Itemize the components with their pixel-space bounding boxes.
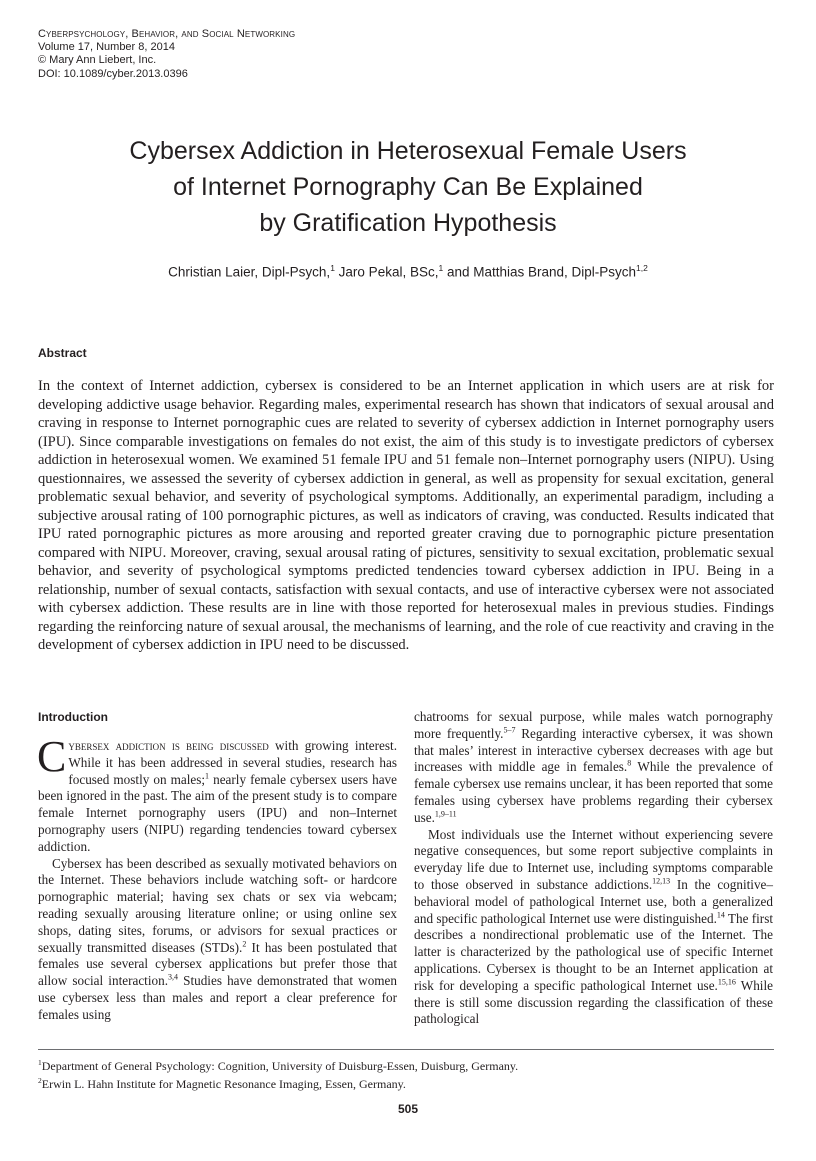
author-name: Jaro Pekal, BSc, [334, 264, 439, 280]
body-paragraph [38, 856, 397, 1024]
footnote [38, 1056, 518, 1074]
left-column [38, 709, 397, 1024]
citation-mark: 1 [205, 771, 210, 781]
right-column [414, 709, 773, 1028]
paragraph-text: The first describes a nondirectional problematic use of the Internet. The latter is characterized by the pathological use of specific Internet applications. Cybersex is thought to be an Internet application at risk for developing a specific pathological Internet use. [414, 910, 773, 993]
author-affiliation-mark: 1 [330, 263, 335, 273]
introduction-heading: Introduction [38, 710, 108, 724]
footnote-text: Department of General Psychology: Cognition, University of Duisburg-Essen, Duisburg, Germany. [41, 1059, 519, 1073]
footnote [38, 1074, 518, 1092]
citation-mark: 8 [627, 759, 632, 768]
author-affiliation-mark: 1,2 [636, 263, 648, 273]
journal-doi: DOI: 10.1089/cyber.2013.0396 [38, 67, 188, 80]
abstract-heading: Abstract [38, 346, 87, 360]
lead-in-text: ybersex addiction is being discussed [68, 738, 269, 753]
body-paragraph [414, 827, 773, 1029]
journal-copyright: © Mary Ann Liebert, Inc. [38, 54, 157, 67]
title-line: Cybersex Addiction in Heterosexual Female Users [129, 137, 687, 165]
paragraph-text: Regarding interactive cybersex, it was shown that males’ interest in interactive cybersex decreases with age but increases with middle age in females. [414, 725, 773, 775]
footnote-mark: 2 [38, 1075, 42, 1085]
citation-mark: 12,13 [652, 876, 671, 886]
citation-mark: 2 [242, 939, 247, 949]
body-paragraph [414, 709, 773, 827]
footnote-mark: 1 [38, 1058, 42, 1067]
abstract-text: In the context of Internet addiction, cybersex is considered to be an Internet application in which users are at risk for developing addictive usage behavior. Regarding males, experimental research has shown that indicators of sexual arousal and craving in response to Internet pornographic cues are related to severity of cybersex addiction in Internet pornography users (IPU). Since comparable investigations on females do not exist, the aim of this study is to investigate predictors of cybersex addiction in heterosexual women. We examined 51 female IPU and 51 female non–Internet pornography users (NIPU). Using questionnaires, we assessed the severity of cybersex addiction in general, as well as propensity for sexual excitation, general problematic sexual behavior, and severity of psychological symptoms. Additionally, an experimental paradigm, including a subjective arousal rating of 100 pornographic pictures, as well as indicators of craving, was conducted. Results indicated that IPU rated pornographic pictures as more arousing and reported greater craving due to pornographic picture presentation compared with NIPU. Moreover, craving, sexual arousal rating of pictures, sensitivity to sexual excitation, problematic sexual behavior, and severity of psychological symptoms predicted tendencies toward cybersex addiction in IPU. Being in a relationship, number of sexual contacts, satisfaction with sexual contacts, and use of interactive cybersex were not associated with cybersex addiction. These results are in line with those reported for heterosexual males in previous studies. Findings regarding the reinforcing nature of sexual arousal, the mechanisms of learning, and the role of cue reactivity and craving in the development of cybersex addiction in IPU need to be discussed. [38, 378, 774, 653]
author-name: and Matthias Brand, Dipl-Psych [443, 264, 637, 280]
paragraph-text: chatrooms for sexual purpose, while males watch pornography more frequently. [414, 709, 773, 741]
paragraph-text: Studies have demonstrated that women use cybersex less than males and report a clear preference for females using [38, 973, 397, 1022]
footnotes [38, 1056, 518, 1091]
paragraph-text: Most individuals use the Internet without experiencing severe negative consequences, but some report subjective complaints in everyday life due to Internet use, including symptoms comparable to those observed in substance addictions. [414, 826, 773, 892]
citation-mark: 3,4 [168, 972, 178, 982]
paragraph-text: While the prevalence of female cybersex use remains unclear, it has been reported that some females using cybersex have problems regarding their cybersex use. [414, 759, 773, 825]
journal-header [38, 28, 295, 81]
title-line: of Internet Pornography Can Be Explained [173, 173, 643, 201]
author-list [0, 263, 816, 280]
footnote-divider [38, 1049, 774, 1050]
paragraph-text: While there is still some discussion regarding the classification of these pathological [414, 977, 773, 1027]
journal-volume: Volume 17, Number 8, 2014 [38, 41, 175, 54]
citation-mark: 15,16 [717, 977, 736, 987]
paragraph-text: with growing interest. While it has been addressed in several studies, research has focused mostly on males; [68, 738, 397, 787]
title-line: by Gratification Hypothesis [259, 209, 557, 237]
paragraph-text: It has been postulated that females use several cybersex applications but prefer those that allow social interaction. [38, 939, 397, 989]
body-paragraph [37, 732, 397, 856]
drop-cap: C [37, 732, 67, 781]
page-number: 505 [397, 1102, 419, 1116]
citation-mark: 14 [716, 910, 725, 920]
citation-mark: 5–7 [503, 725, 516, 735]
citation-mark: 1,9–11 [434, 809, 457, 819]
journal-name: Cyberpsychology, Behavior, and Social Networking [38, 28, 296, 40]
paragraph-text: In the cognitive–behavioral model of pathological Internet use, both a generalized and specific pathological Internet use were distinguished. [414, 876, 773, 926]
paragraph-text: Cybersex has been described as sexually motivated behaviors on the Internet. These behaviors include watching soft- or hardcore pornographic material; having sex chats or sex via webcam; reading sexually arousing literature online; or using online sex shops, dating sites, forums, or advisors for sexual practices or sexually transmitted diseases (STDs). [38, 855, 397, 955]
author-affiliation-mark: 1 [438, 263, 444, 273]
footnote-text: Erwin L. Hahn Institute for Magnetic Resonance Imaging, Essen, Germany. [41, 1076, 406, 1091]
author-name: Christian Laier, Dipl-Psych, [168, 264, 331, 280]
paragraph-text: nearly female cybersex users have been ignored in the past. The aim of the present study is to compare female Internet pornography users (IPU) and non–Internet pornography users (NIPU) regarding tendencies toward cybersex addiction. [38, 771, 397, 854]
article-title [0, 133, 816, 241]
